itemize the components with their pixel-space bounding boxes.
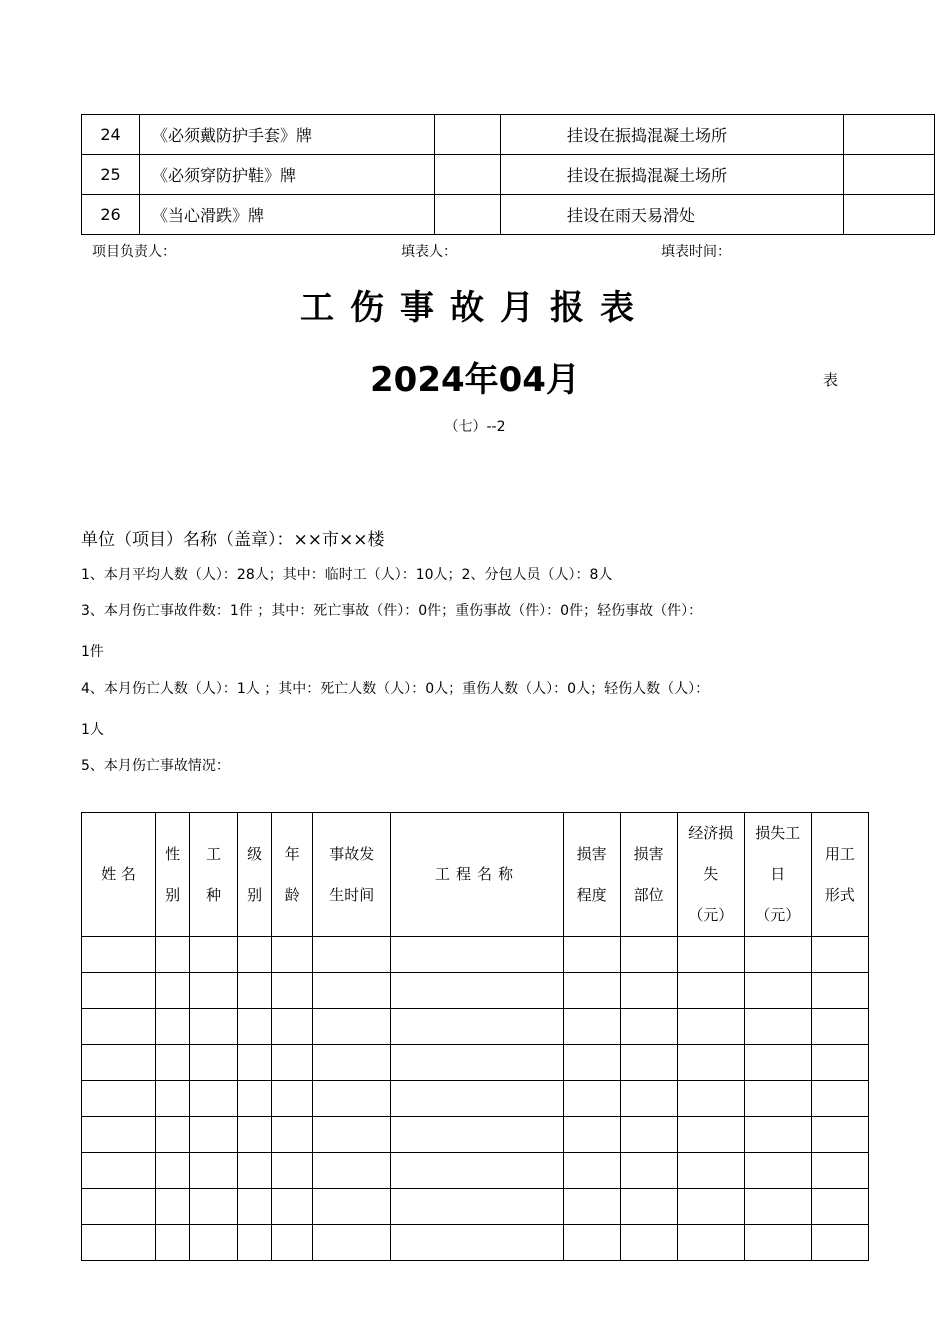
casualty-count-continued: 1人 <box>81 722 104 738</box>
table-cell <box>391 1225 563 1261</box>
table-cell <box>156 1153 190 1189</box>
table-cell <box>563 1189 620 1225</box>
table-row <box>82 155 935 195</box>
table-cell <box>238 1189 272 1225</box>
header-grade <box>238 813 272 937</box>
table-cell <box>156 1117 190 1153</box>
table-row <box>82 1081 869 1117</box>
header-economic-loss <box>677 813 744 937</box>
table-cell <box>391 937 563 973</box>
header-accident-time <box>313 813 391 937</box>
accident-count-continued: 1件 <box>81 644 104 660</box>
table-cell <box>313 1225 391 1261</box>
table-cell <box>677 1225 744 1261</box>
quantity-cell <box>435 155 501 195</box>
location-cell: 挂设在雨天易滑处 <box>501 195 844 235</box>
table-cell <box>238 1117 272 1153</box>
table-cell <box>563 1045 620 1081</box>
header-text: 程度 <box>576 885 607 904</box>
table-cell <box>272 1225 313 1261</box>
table-cell <box>156 1081 190 1117</box>
headcount-line: 1、本月平均人数（人）：28人；其中：临时工（人）：10人；2、分包人员（人）：8人 <box>81 567 613 583</box>
table-cell <box>238 973 272 1009</box>
table-cell <box>811 1153 868 1189</box>
report-period: 2024年04月 <box>370 360 580 400</box>
table-cell <box>156 1009 190 1045</box>
table-cell <box>272 1189 313 1225</box>
table-cell <box>391 1081 563 1117</box>
header-name <box>82 813 156 937</box>
table-cell <box>744 937 811 973</box>
header-text: 种 <box>206 885 222 904</box>
safety-sign-table <box>81 114 935 235</box>
header-text: 性 <box>165 844 181 863</box>
table-cell <box>313 1117 391 1153</box>
header-text: （元） <box>688 906 734 924</box>
table-cell <box>744 1045 811 1081</box>
table-cell <box>238 1225 272 1261</box>
header-project-name <box>391 813 563 937</box>
table-cell <box>82 1117 156 1153</box>
header-trade <box>190 813 238 937</box>
table-row <box>82 1117 869 1153</box>
table-cell <box>272 973 313 1009</box>
sign-name: 《必须戴防护手套》牌 <box>140 115 435 155</box>
header-text: 龄 <box>284 885 300 904</box>
table-cell <box>677 937 744 973</box>
table-cell <box>82 1045 156 1081</box>
table-row <box>82 1045 869 1081</box>
header-text: 别 <box>165 885 181 904</box>
table-cell <box>620 1117 677 1153</box>
table-cell <box>82 1225 156 1261</box>
header-age <box>272 813 313 937</box>
table-cell <box>238 1009 272 1045</box>
table-cell <box>620 973 677 1009</box>
table-cell <box>744 973 811 1009</box>
header-text: 年 <box>284 844 300 863</box>
row-number: 24 <box>82 115 140 155</box>
header-text: 日 <box>770 865 786 883</box>
table-cell <box>620 1045 677 1081</box>
table-cell <box>677 1045 744 1081</box>
table-cell <box>563 1153 620 1189</box>
location-cell: 挂设在振捣混凝土场所 <box>501 115 844 155</box>
row-number: 26 <box>82 195 140 235</box>
header-text: 经济损 <box>688 824 734 842</box>
table-cell <box>391 1153 563 1189</box>
table-cell <box>272 1009 313 1045</box>
table-cell <box>156 937 190 973</box>
table-cell <box>82 1189 156 1225</box>
injury-table <box>81 812 869 1261</box>
header-text: 生时间 <box>329 885 375 904</box>
table-cell <box>313 1045 391 1081</box>
header-text: 损害 <box>576 844 607 863</box>
table-cell <box>156 973 190 1009</box>
table-cell <box>620 937 677 973</box>
table-row <box>82 1153 869 1189</box>
table-cell <box>563 937 620 973</box>
table-cell <box>391 1009 563 1045</box>
header-injured-part <box>620 813 677 937</box>
form-code: （七）--2 <box>444 419 506 435</box>
table-cell <box>190 1009 238 1045</box>
table-cell <box>391 973 563 1009</box>
quantity-cell <box>435 195 501 235</box>
table-cell <box>82 1009 156 1045</box>
project-manager-label: 项目负责人： <box>92 244 176 260</box>
table-cell <box>563 1225 620 1261</box>
table-row <box>82 1189 869 1225</box>
table-cell <box>313 1153 391 1189</box>
table-cell <box>677 973 744 1009</box>
table-cell <box>677 1153 744 1189</box>
sign-name: 《当心滑跌》牌 <box>140 195 435 235</box>
table-cell <box>811 1009 868 1045</box>
fill-date-label: 填表时间： <box>661 244 731 260</box>
table-cell <box>620 1009 677 1045</box>
table-row <box>82 115 935 155</box>
header-text: 失 <box>703 865 719 883</box>
table-cell <box>272 1153 313 1189</box>
row-number: 25 <box>82 155 140 195</box>
header-employment-type <box>811 813 868 937</box>
table-cell <box>391 1189 563 1225</box>
table-cell <box>811 1189 868 1225</box>
table-cell <box>677 1189 744 1225</box>
table-cell <box>238 1153 272 1189</box>
table-cell <box>744 1117 811 1153</box>
table-cell <box>238 937 272 973</box>
location-cell: 挂设在振捣混凝土场所 <box>501 155 844 195</box>
table-cell <box>156 1225 190 1261</box>
form-filler-label: 填表人： <box>401 244 457 260</box>
table-row <box>82 937 869 973</box>
table-cell <box>272 1045 313 1081</box>
table-cell <box>811 1117 868 1153</box>
table-cell <box>238 1081 272 1117</box>
header-text: 部位 <box>633 885 664 904</box>
table-cell <box>744 1189 811 1225</box>
table-row <box>82 195 935 235</box>
accident-detail-heading: 5、本月伤亡事故情况： <box>81 758 230 774</box>
table-cell <box>744 1009 811 1045</box>
table-cell <box>620 1189 677 1225</box>
table-cell <box>620 1081 677 1117</box>
header-text: 别 <box>247 885 263 904</box>
table-row <box>82 973 869 1009</box>
note-cell <box>844 195 935 235</box>
table-cell <box>238 1045 272 1081</box>
table-cell <box>620 1225 677 1261</box>
table-cell <box>190 1225 238 1261</box>
header-severity <box>563 813 620 937</box>
table-cell <box>313 1081 391 1117</box>
header-sex <box>156 813 190 937</box>
table-cell <box>190 1153 238 1189</box>
table-cell <box>811 1045 868 1081</box>
table-cell <box>391 1045 563 1081</box>
table-cell <box>677 1009 744 1045</box>
header-text: 工程名称 <box>434 865 519 883</box>
table-header-row <box>82 813 869 937</box>
header-text: （元） <box>755 906 801 924</box>
sign-name: 《必须穿防护鞋》牌 <box>140 155 435 195</box>
accident-count-line: 3、本月伤亡事故件数：1件 ；其中：死亡事故（件）：0件；重伤事故（件）：0件；轻伤事故（件）： <box>81 603 703 619</box>
table-cell <box>190 1081 238 1117</box>
table-cell <box>811 973 868 1009</box>
header-text: 事故发 <box>329 844 375 863</box>
table-cell <box>82 1153 156 1189</box>
table-cell <box>677 1081 744 1117</box>
table-cell <box>272 937 313 973</box>
unit-name: 单位（项目）名称（盖章）：××市××楼 <box>81 530 385 550</box>
header-text: 工 <box>206 844 222 863</box>
header-name-text: 姓 名 <box>101 865 136 883</box>
table-cell <box>811 1081 868 1117</box>
table-row <box>82 1009 869 1045</box>
table-cell <box>313 1189 391 1225</box>
table-cell <box>156 1189 190 1225</box>
table-cell <box>811 1225 868 1261</box>
table-cell <box>563 1117 620 1153</box>
header-text: 损害 <box>633 844 664 863</box>
note-cell <box>844 115 935 155</box>
table-cell <box>156 1045 190 1081</box>
header-lost-workdays <box>744 813 811 937</box>
table-cell <box>272 1081 313 1117</box>
table-cell <box>744 1081 811 1117</box>
table-cell <box>563 1081 620 1117</box>
table-cell <box>744 1153 811 1189</box>
header-text: 用工 <box>824 844 855 863</box>
table-cell <box>620 1153 677 1189</box>
header-text: 级 <box>247 844 263 863</box>
table-cell <box>811 937 868 973</box>
table-cell <box>313 973 391 1009</box>
table-cell <box>190 1117 238 1153</box>
table-cell <box>190 937 238 973</box>
table-cell <box>563 1009 620 1045</box>
table-cell <box>82 937 156 973</box>
table-cell <box>563 973 620 1009</box>
table-cell <box>82 1081 156 1117</box>
table-cell <box>313 937 391 973</box>
header-text: 形式 <box>824 885 855 904</box>
form-label: 表 <box>823 371 839 389</box>
table-row <box>82 1225 869 1261</box>
table-cell <box>190 973 238 1009</box>
table-cell <box>744 1225 811 1261</box>
table-cell <box>190 1189 238 1225</box>
table-cell <box>82 973 156 1009</box>
casualty-count-line: 4、本月伤亡人数（人）：1人 ；其中：死亡人数（人）：0人；重伤人数（人）：0人；轻伤人数（人）： <box>81 681 710 697</box>
header-text: 损失工 <box>755 824 801 842</box>
quantity-cell <box>435 115 501 155</box>
table-cell <box>272 1117 313 1153</box>
note-cell <box>844 155 935 195</box>
table-cell <box>677 1117 744 1153</box>
report-title: 工伤事故月报表 <box>300 288 650 328</box>
table-cell <box>313 1009 391 1045</box>
table-cell <box>391 1117 563 1153</box>
table-cell <box>190 1045 238 1081</box>
